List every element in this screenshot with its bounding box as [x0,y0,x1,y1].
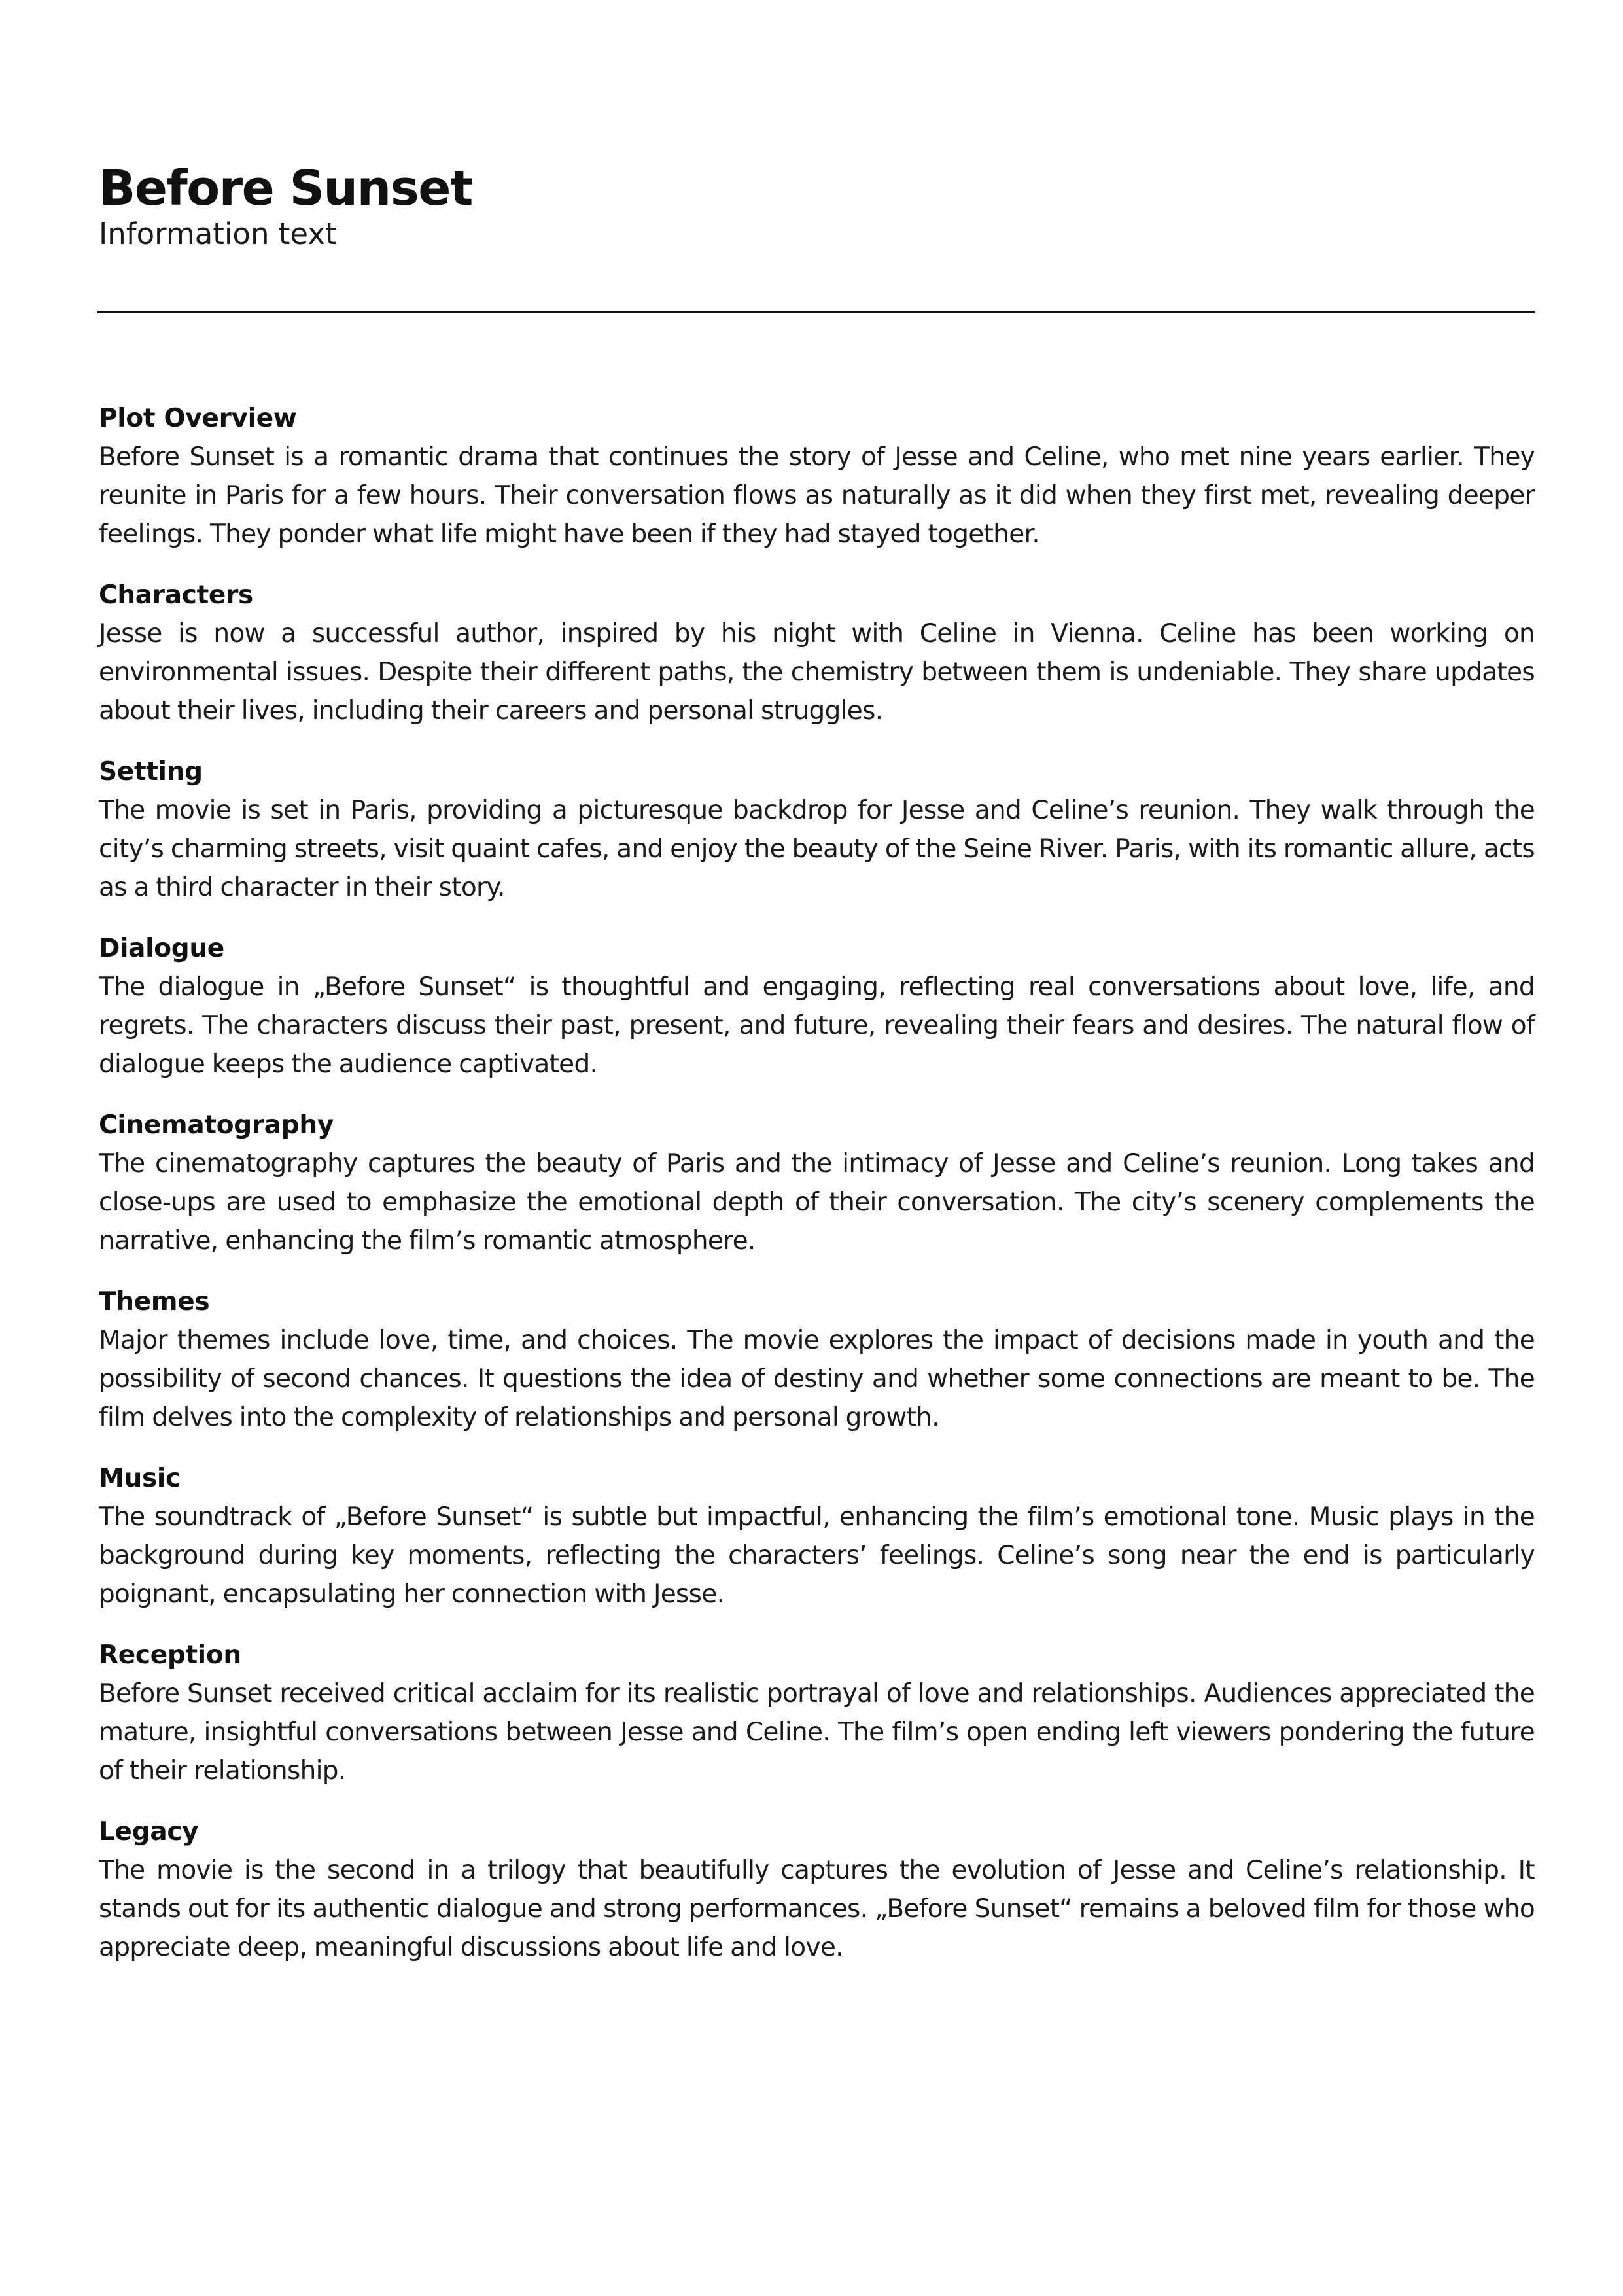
section-body: Before Sunset received critical acclaim for its realistic portrayal of love and relationships. Audiences appreciated the mature, insightful conversations between Jesse and Celine. The film’s open ending left viewers pondering the future of their relationship. [99,1679,1535,1786]
sections-container [99,399,1535,1989]
section-body: The movie is the second in a trilogy that beautifully captures the evolution of Jesse and Celine’s relationship. It stands out for its authentic dialogue and strong performances. „Before Sunset“ remains a beloved film for those who appreciate deep, meaningful discussions about life and love. [99,1856,1535,1962]
section-heading: Reception [99,1640,241,1670]
section-body: The soundtrack of „Before Sunset“ is subtle but impactful, enhancing the film’s emotional tone. Music plays in the background during key moments, reflecting the characters’ feelings. Celine’s song near the end is particularly poignant, encapsulating her connection with Jesse. [99,1502,1535,1609]
section-dialogue [99,929,1535,1084]
section-setting [99,752,1535,907]
section-body: The movie is set in Paris, providing a picturesque backdrop for Jesse and Celine’s reunion. They walk through the city’s charming streets, visit quaint cafes, and enjoy the beauty of the Seine River. Paris, with its romantic allure, acts as a third character in their story. [99,796,1535,902]
section-music [99,1459,1535,1614]
section-characters [99,576,1535,730]
section-heading: Themes [99,1287,210,1316]
section-heading: Characters [99,580,253,610]
section-heading: Dialogue [99,934,224,963]
section-legacy [99,1812,1535,1967]
section-body: Jesse is now a successful author, inspired by his night with Celine in Vienna. Celine has been working on environmental issues. Despite their different paths, the chemistry between them is undeniable. They share updates about their lives, including their careers and personal struggles. [99,619,1535,726]
section-cinematography [99,1106,1535,1260]
header-divider [97,311,1535,313]
section-reception [99,1636,1535,1790]
document-subtitle: Information text [99,217,337,251]
section-body: The dialogue in „Before Sunset“ is thoughtful and engaging, reflecting real conversations about love, life, and regrets. The characters discuss their past, present, and future, revealing their fears and desires. The natural flow of dialogue keeps the audience captivated. [99,972,1535,1079]
section-heading: Music [99,1464,181,1493]
section-heading: Cinematography [99,1110,334,1140]
section-plot-overview [99,399,1535,554]
section-body: Major themes include love, time, and choices. The movie explores the impact of decisions made in youth and the possibility of second chances. It questions the idea of destiny and whether some connections are meant to be. The film delves into the complexity of relationships and personal growth. [99,1326,1535,1432]
section-themes [99,1282,1535,1437]
document-title: Before Sunset [99,160,472,217]
section-heading: Plot Overview [99,404,297,433]
section-heading: Legacy [99,1817,199,1846]
section-body: The cinematography captures the beauty of Paris and the intimacy of Jesse and Celine’s reunion. Long takes and close-ups are used to emphasize the emotional depth of their conversation. The city’s scenery complements the narrative, enhancing the film’s romantic atmosphere. [99,1149,1535,1256]
section-body: Before Sunset is a romantic drama that continues the story of Jesse and Celine, who met nine years earlier. They reunite in Paris for a few hours. Their conversation flows as naturally as it did when they first met, revealing deeper feelings. They ponder what life might have been if they had stayed together. [99,442,1535,549]
section-heading: Setting [99,757,203,786]
